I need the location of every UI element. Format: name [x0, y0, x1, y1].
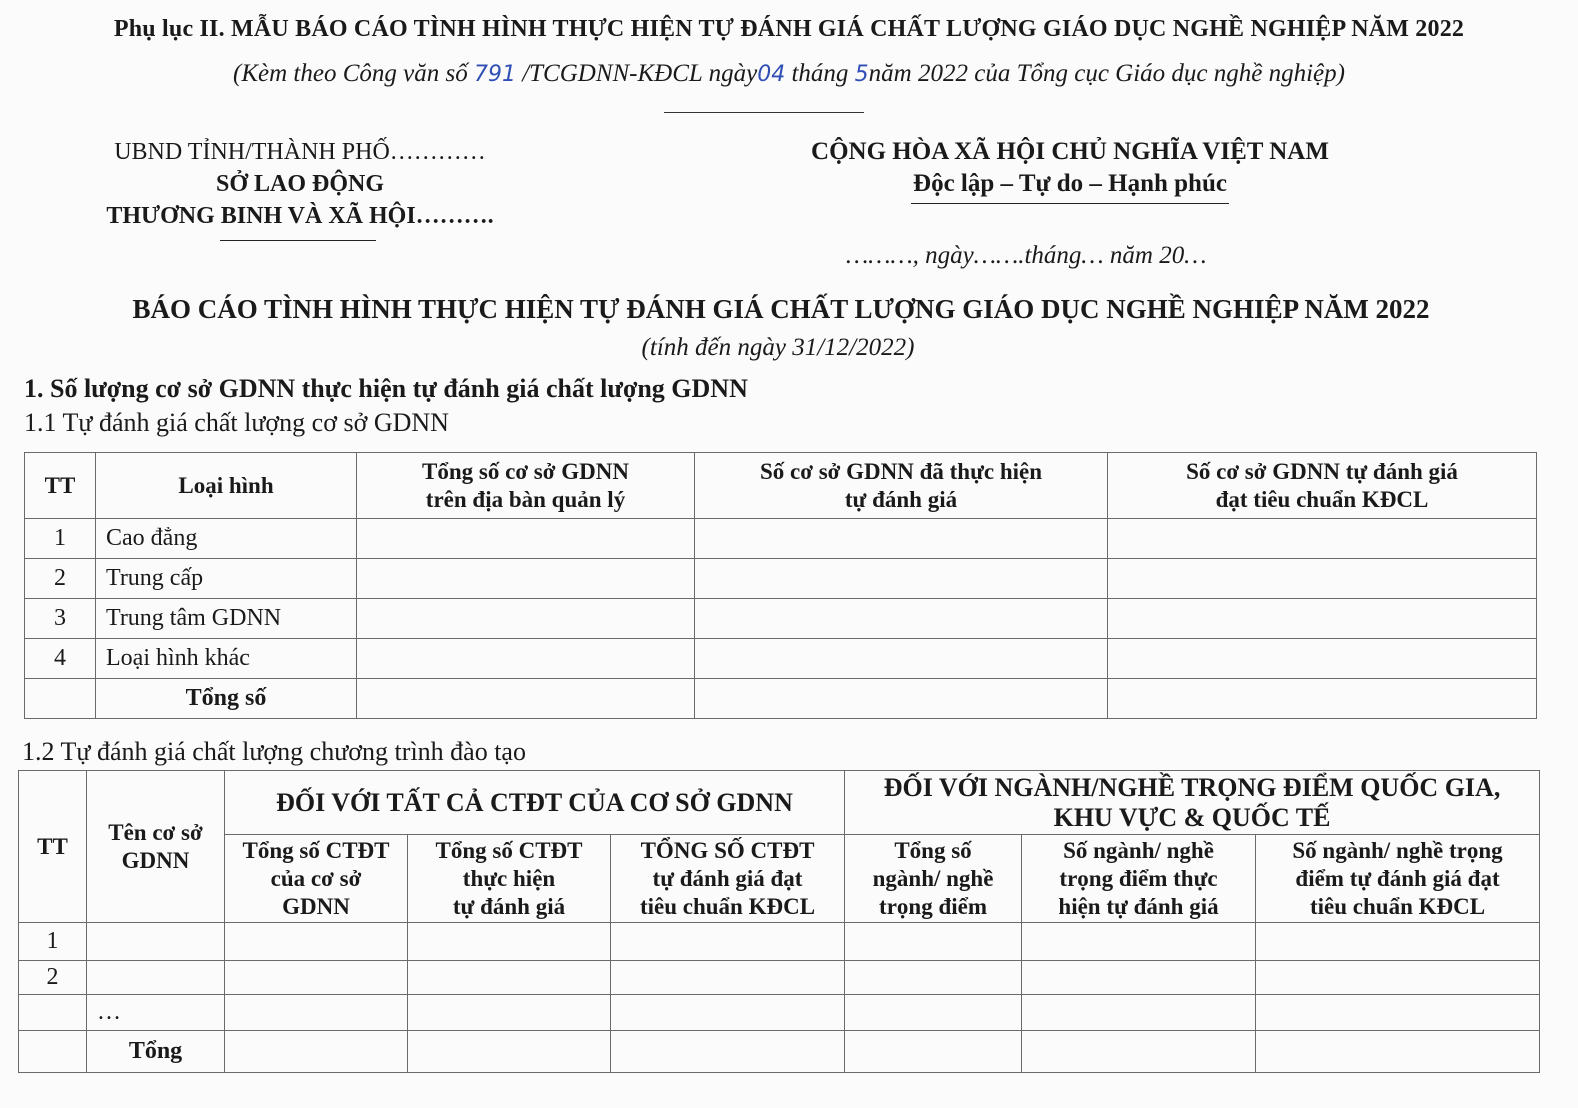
national-name: CỘNG HÒA XÃ HỘI CHỦ NGHĨA VIỆT NAM: [811, 138, 1329, 165]
cell-empty[interactable]: [611, 923, 845, 961]
cell-empty[interactable]: [1022, 995, 1256, 1031]
cell-empty[interactable]: [845, 1031, 1022, 1073]
report-period: (tính đến ngày 31/12/2022): [641, 334, 915, 361]
table-row: [19, 995, 1540, 1031]
header-text: Tổng số CTĐT của cơ sở GDNN: [242, 837, 390, 919]
cell-empty[interactable]: [611, 961, 845, 995]
handwritten-day: 04: [757, 62, 786, 87]
header-self-assessed: [695, 453, 1108, 519]
total-label: Tổng: [87, 1031, 225, 1073]
cell-empty[interactable]: [1108, 639, 1537, 679]
cell-empty[interactable]: [1108, 679, 1537, 719]
subtitle-suffix: năm 2022 của Tổng cục Giáo dục nghề nghiệp): [868, 60, 1345, 87]
header-group-all-programs: ĐỐI VỚI TẤT CẢ CTĐT CỦA CƠ SỞ GDNN: [225, 771, 845, 835]
total-label: Tổng số: [96, 679, 357, 719]
section-heading: 1. Số lượng cơ sở GDNN thực hiện tự đánh giá chất lượng GDNN: [24, 374, 748, 403]
cell-tt: 3: [25, 599, 96, 639]
subtitle-prefix: (Kèm theo Công văn số: [233, 60, 468, 87]
divider: [664, 112, 864, 113]
cell-tt: [19, 995, 87, 1031]
header-text: Tổng số CTĐT thực hiện tự đánh giá: [435, 837, 583, 919]
cell-empty[interactable]: [845, 995, 1022, 1031]
header-group-key-occupations: [845, 771, 1540, 835]
header-programs-self-assessed: [408, 835, 611, 923]
divider: [220, 240, 376, 241]
cell-empty[interactable]: [357, 519, 695, 559]
header-text: Số ngành/ nghề trọng điểm thực hiện tự đánh giá: [1058, 837, 1219, 919]
cell-tt: 1: [25, 519, 96, 559]
subsection-heading: 1.2 Tự đánh giá chất lượng chương trình đào tạo: [22, 737, 526, 766]
table-row: [19, 923, 1540, 961]
cell-type: Loại hình khác: [96, 639, 357, 679]
cell-tt: 2: [19, 961, 87, 995]
table-row: [25, 599, 1537, 639]
handwritten-doc-number: 791: [473, 62, 516, 87]
cell-empty[interactable]: [1256, 961, 1540, 995]
agency-line-2: SỞ LAO ĐỘNG: [215, 171, 385, 197]
header-programs-meet-standard: [611, 835, 845, 923]
national-motto: Độc lập – Tự do – Hạnh phúc: [911, 168, 1229, 204]
cell-empty[interactable]: [1108, 559, 1537, 599]
header-total-key-occupations: [845, 835, 1022, 923]
header-text: Tên cơ sở GDNN: [108, 819, 203, 873]
cell-empty[interactable]: [845, 961, 1022, 995]
cell-tt: 4: [25, 639, 96, 679]
cell-empty[interactable]: [357, 559, 695, 599]
table-row: [19, 961, 1540, 995]
header-key-self-assessed: [1022, 835, 1256, 923]
cell-empty[interactable]: [1108, 599, 1537, 639]
cell-empty[interactable]: [1108, 519, 1537, 559]
table-row: [25, 519, 1537, 559]
total-row: [19, 1031, 1540, 1073]
subtitle-mid2: tháng: [791, 60, 849, 87]
cell-empty[interactable]: [225, 1031, 408, 1073]
table-row: [25, 559, 1537, 599]
cell-empty[interactable]: [695, 559, 1108, 599]
cell-empty[interactable]: [225, 961, 408, 995]
cell-empty[interactable]: [695, 599, 1108, 639]
cell-empty[interactable]: [408, 961, 611, 995]
date-line: ………, ngày…….tháng… năm 20…: [846, 242, 1207, 269]
program-self-assessment-table: [18, 770, 1540, 1073]
cell-empty[interactable]: [1256, 995, 1540, 1031]
cell-empty[interactable]: [408, 1031, 611, 1073]
cell-empty: [19, 1031, 87, 1073]
header-text: ĐỐI VỚI NGÀNH/NGHỀ TRỌNG ĐIỂM QUỐC GIA, KHU VỰC & QUỐC TẾ: [883, 772, 1501, 832]
cell-empty[interactable]: [408, 995, 611, 1031]
cell-empty[interactable]: [1256, 1031, 1540, 1073]
cell-empty[interactable]: [1022, 1031, 1256, 1073]
agency-block: [60, 136, 540, 232]
cell-empty[interactable]: [408, 923, 611, 961]
cell-empty: [25, 679, 96, 719]
header-type: Loại hình: [96, 453, 357, 519]
header-text: Tổng số ngành/ nghề trọng điểm: [872, 837, 994, 919]
header-key-meet-standard: [1256, 835, 1540, 923]
appendix-title: Phụ lục II. MẪU BÁO CÁO TÌNH HÌNH THỰC HIỆN TỰ ĐÁNH GIÁ CHẤT LƯỢNG GIÁO DỤC NGHỀ NGHIỆP NĂM 2022: [113, 16, 1465, 42]
cell-empty[interactable]: [611, 1031, 845, 1073]
cell-empty[interactable]: [611, 995, 845, 1031]
cell-empty[interactable]: [695, 519, 1108, 559]
cell-empty[interactable]: [695, 639, 1108, 679]
handwritten-month: 5: [854, 62, 869, 87]
header-text: Tổng số cơ sở GDNN trên địa bàn quản lý: [422, 458, 629, 512]
header-text: TỔNG SỐ CTĐT tự đánh giá đạt tiêu chuẩn KĐCL: [639, 837, 816, 919]
subtitle-mid1: /TCGDNN-KĐCL ngày: [522, 60, 758, 87]
header-text: Số ngành/ nghề trọng điểm tự đánh giá đạt tiêu chuẩn KĐCL: [1292, 837, 1503, 919]
cell-name[interactable]: …: [87, 995, 225, 1031]
agency-line-3: THƯƠNG BINH VÀ XÃ HỘI……….: [106, 203, 494, 229]
header-text: Số cơ sở GDNN tự đánh giá đạt tiêu chuẩn KĐCL: [1186, 458, 1458, 512]
subsection-heading: 1.1 Tự đánh giá chất lượng cơ sở GDNN: [24, 408, 449, 437]
cell-empty[interactable]: [357, 679, 695, 719]
cell-empty[interactable]: [1022, 961, 1256, 995]
cell-empty[interactable]: [225, 923, 408, 961]
table-row: [25, 639, 1537, 679]
cell-name[interactable]: [87, 923, 225, 961]
cell-empty[interactable]: [1256, 923, 1540, 961]
header-total-facilities: [357, 453, 695, 519]
cell-tt: 1: [19, 923, 87, 961]
cell-type: Trung cấp: [96, 559, 357, 599]
report-title: BÁO CÁO TÌNH HÌNH THỰC HIỆN TỰ ĐÁNH GIÁ CHẤT LƯỢNG GIÁO DỤC NGHỀ NGHIỆP NĂM 2022: [132, 294, 1430, 324]
header-tt: TT: [25, 453, 96, 519]
facility-self-assessment-table: [24, 452, 1537, 719]
header-facility-name: [87, 771, 225, 923]
agency-line-1: UBND TỈNH/THÀNH PHỐ…………: [114, 139, 486, 165]
total-row: [25, 679, 1537, 719]
header-text: Số cơ sở GDNN đã thực hiện tự đánh giá: [759, 458, 1043, 512]
cell-type: Cao đẳng: [96, 519, 357, 559]
cell-empty[interactable]: [1022, 923, 1256, 961]
cell-empty[interactable]: [357, 599, 695, 639]
appendix-subtitle: [0, 60, 1578, 88]
cell-empty[interactable]: [695, 679, 1108, 719]
cell-empty[interactable]: [357, 639, 695, 679]
header-tt: TT: [19, 771, 87, 923]
cell-name[interactable]: [87, 961, 225, 995]
cell-tt: 2: [25, 559, 96, 599]
cell-empty[interactable]: [845, 923, 1022, 961]
cell-empty[interactable]: [225, 995, 408, 1031]
national-header: [760, 136, 1380, 204]
header-meets-standard: [1108, 453, 1537, 519]
header-total-programs: [225, 835, 408, 923]
cell-type: Trung tâm GDNN: [96, 599, 357, 639]
